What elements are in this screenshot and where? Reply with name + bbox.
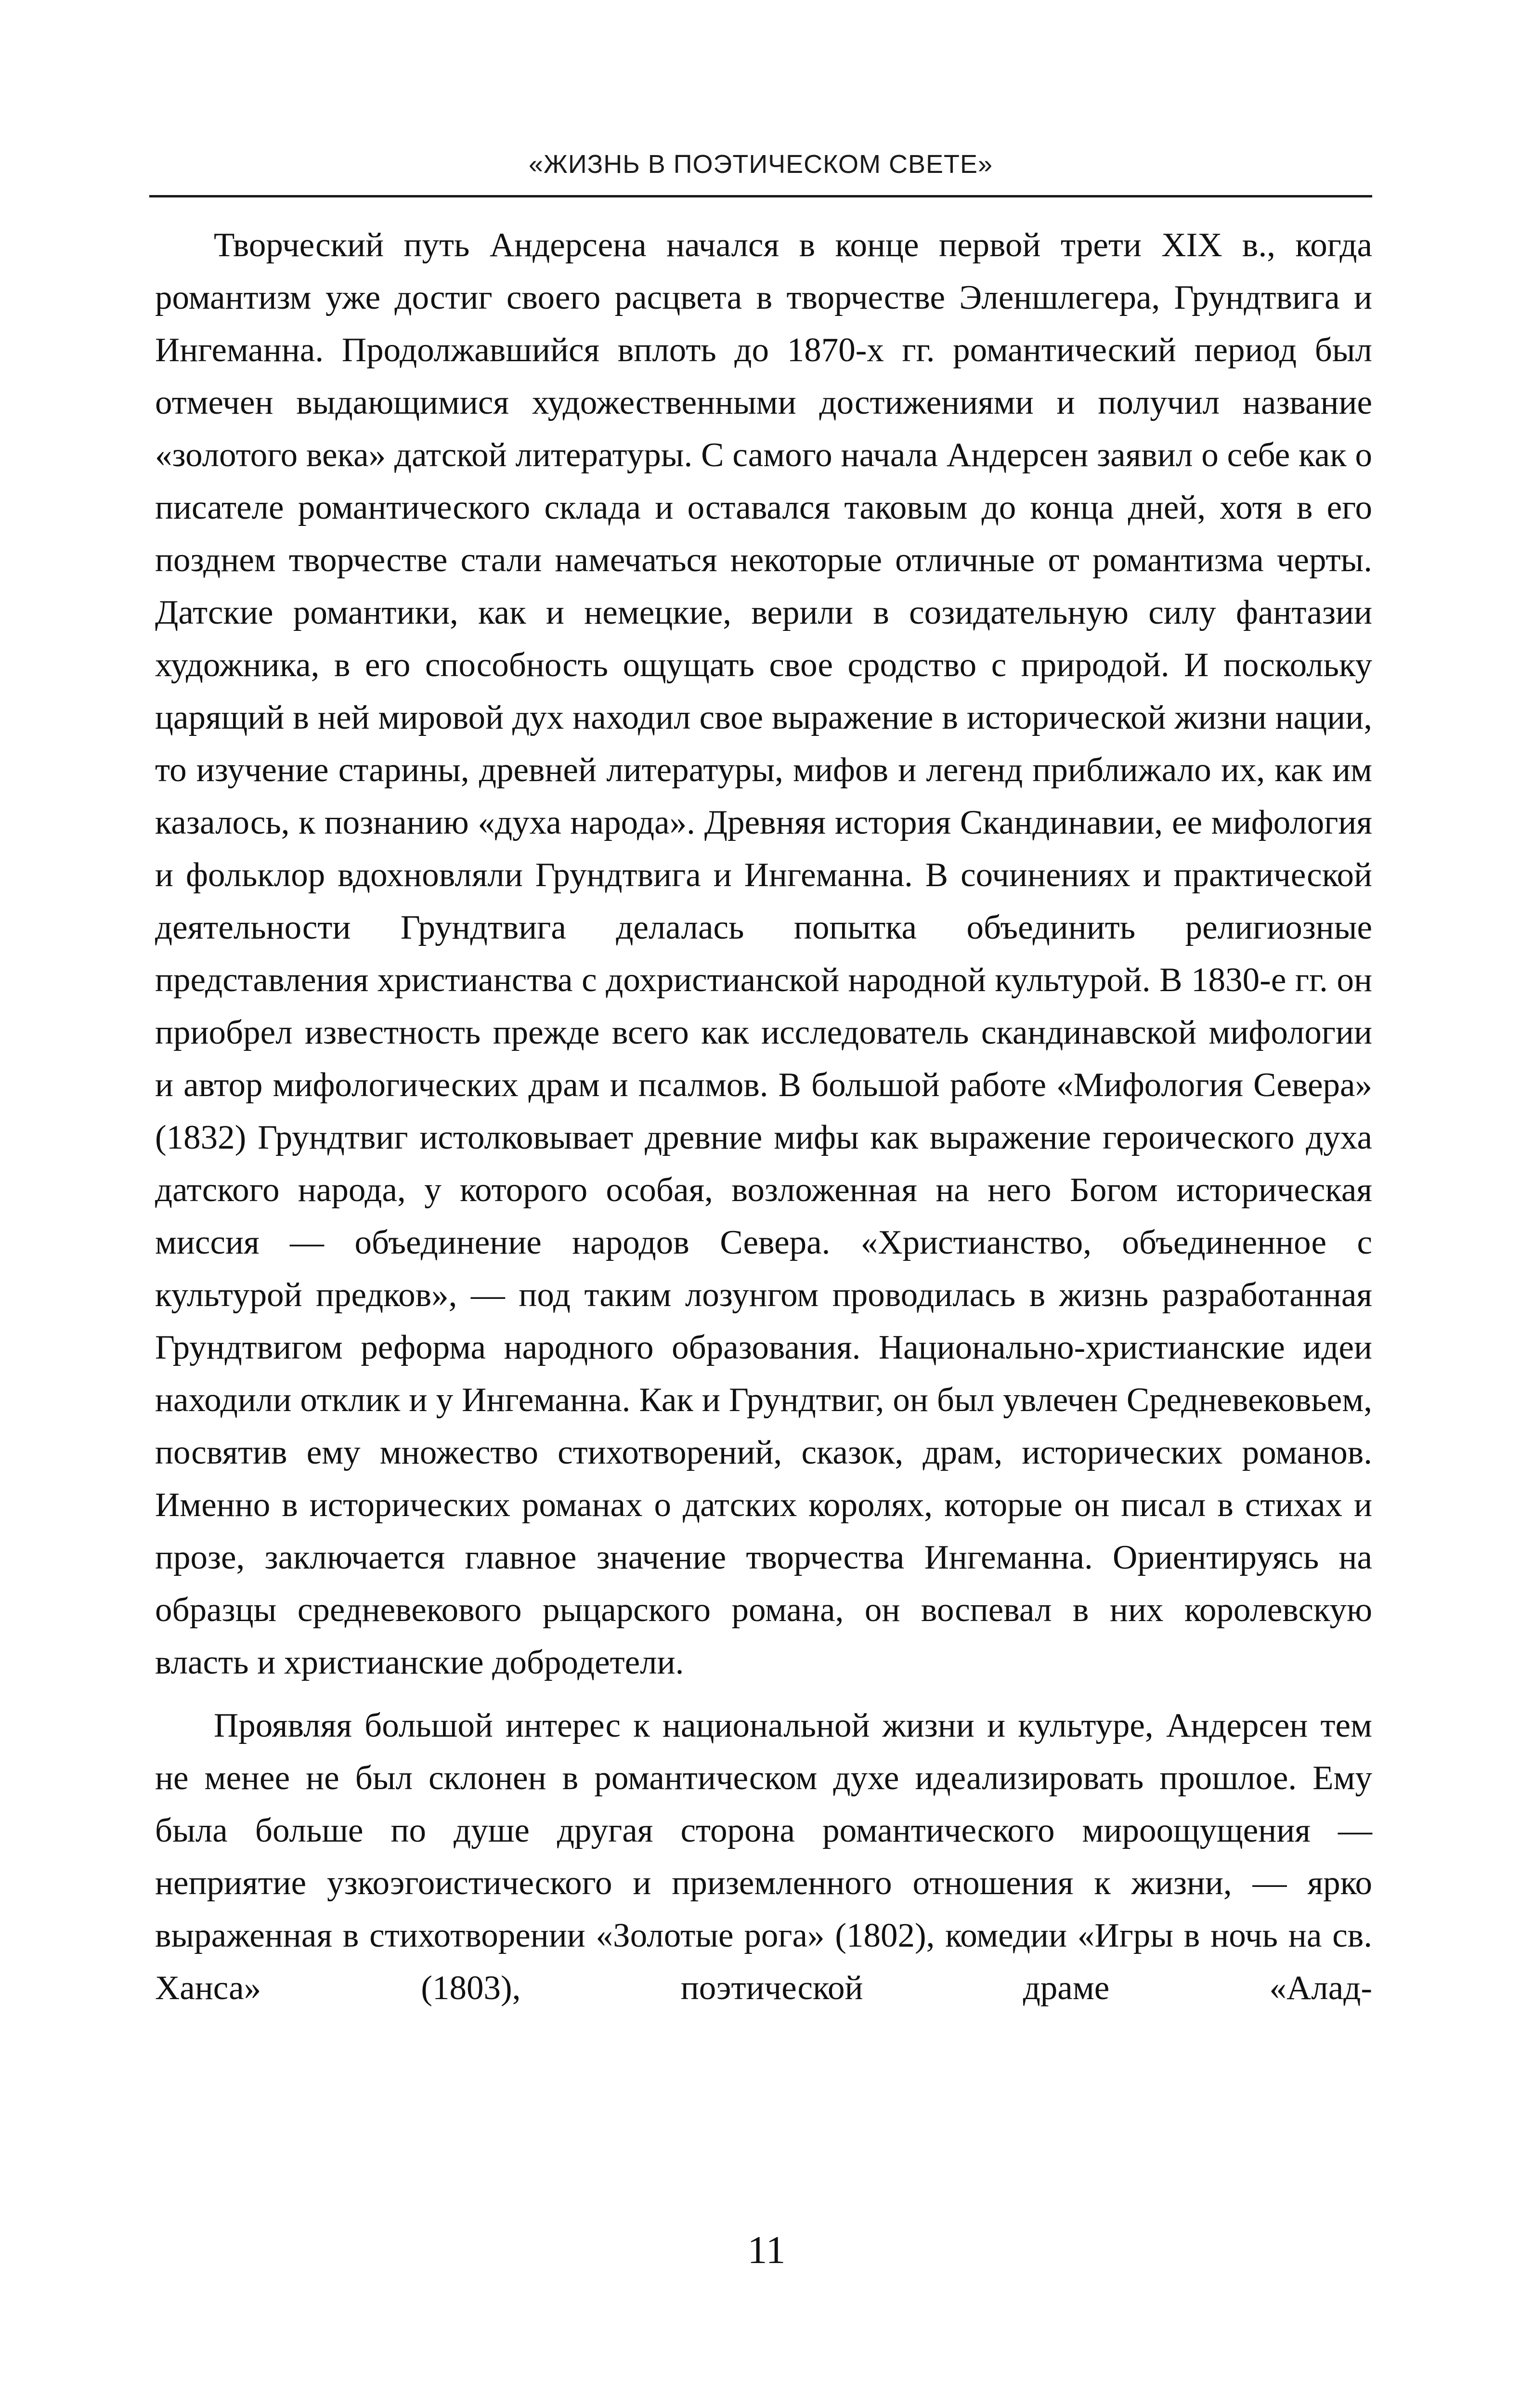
page-number: 11 — [747, 2228, 786, 2272]
header-rule — [149, 195, 1372, 197]
running-head: «ЖИЗНЬ В ПОЭТИЧЕСКОМ СВЕТЕ» — [528, 150, 993, 179]
paragraph: Творческий путь Андерсена начался в конце первой трети XIX в., когда романтизм уже достиг своего расцвета в творчестве Эленшлегера, Грундтвига и Ингеманна. Продолжавшийся вплоть до 1870-х гг. романтический период был отмечен выдающимися художественными достижениями и получил название «золотого века» датской литературы. С самого начала Андерсен заявил о себе как о писателе романтического склада и оставался таковым до конца дней, хотя в его позднем творчестве стали намечаться некоторые отличные от романтизма черты. Датские романтики, как и немецкие, верили в созидательную силу фантазии художника, в его способность ощущать свое сродство с природой. И поскольку царящий в ней мировой дух находил свое выражение в исторической жизни нации, то изучение старины, древней литературы, мифов и легенд приближало их, как им казалось, к познанию «духа народа». Древняя история Скандинавии, ее мифология и фольклор вдохновляли Грундтвига и Ингеманна. В сочинениях и практической деятельности Грундтвига делалась попытка объединить религиозные представления христианства с дохристианской народной культурой. В 1830-е гг. он приобрел известность прежде всего как исследователь скандинавской мифологии и автор мифологических драм и псалмов. В большой работе «Мифология Севера» (1832) Грундтвиг истолковывает древние мифы как выражение героического духа датского народа, у которого особая, возложенная на него Богом историческая миссия — объединение народов Севера. «Христианство, объединенное с культурой предков», — под таким лозунгом проводилась в жизнь разработанная Грундтвигом реформа народного образования. Национально-христианские идеи находили отклик и у Ингеманна. Как и Грундтвиг, он был увлечен Средневековьем, посвятив ему множество стихотворений, сказок, драм, исторических романов. Именно в исторических романах о датских королях, которые он писал в стихах и прозе, заключается главное значение творчества Ингеманна. Ориентируясь на образцы средневекового рыцарского романа, он воспевал в них королевскую власть и христианские добродетели. — [155, 226, 1372, 1681]
body-text — [155, 219, 1372, 2015]
paragraph: Проявляя большой интерес к национальной жизни и культуре, Андерсен тем не менее не был склонен в романтическом духе идеализировать прошлое. Ему была больше по душе другая сторона романтического мироощущения — неприятие узкоэгоистического и приземленного отношения к жизни, — ярко выраженная в стихотворении «Золотые рога» (1802), комедии «Игры в ночь на св. Ханса» (1803), поэтической драме «Алад- — [155, 1707, 1372, 2007]
